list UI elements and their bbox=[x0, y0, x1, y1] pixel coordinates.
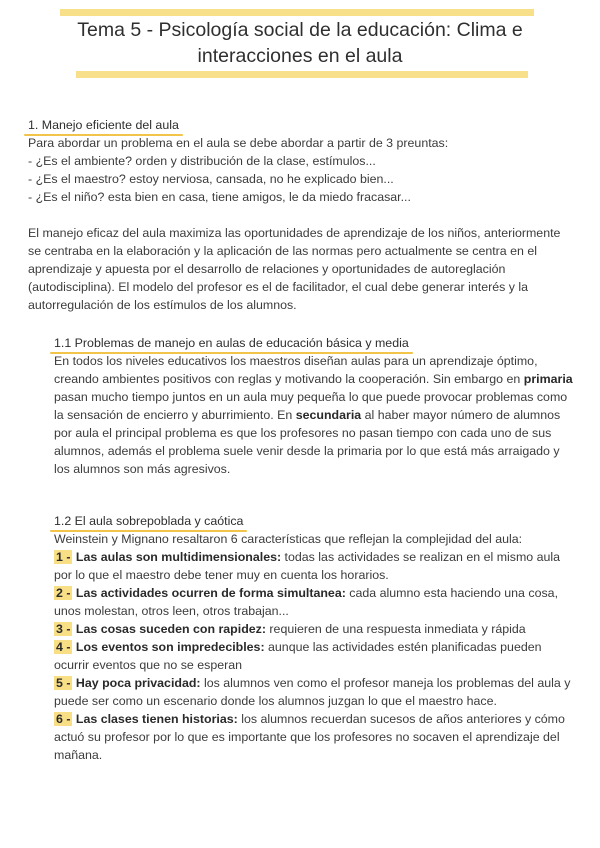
section-1 bbox=[28, 116, 574, 134]
subsection-heading: 1.2 El aula sobrepoblada y caótica bbox=[54, 514, 244, 528]
section-heading: 1. Manejo eficiente del aula bbox=[28, 116, 179, 134]
document-body bbox=[28, 116, 574, 764]
title-highlight-top bbox=[60, 9, 534, 16]
list-item: 2 - Las actividades ocurren de forma simultanea: cada alumno esta haciendo una cosa, unos molestan, otros leen, otros trabajan... bbox=[54, 586, 559, 618]
list-item: 1 - Las aulas son multidimensionales: todas las actividades se realizan en el mismo aula por lo que el maestro debe tener muy en cuenta los horarios. bbox=[54, 550, 561, 582]
question-item: - ¿Es el niño? esta bien en casa, tiene amigos, le da miedo fracasar... bbox=[28, 190, 411, 204]
section-1-2 bbox=[28, 512, 574, 764]
section-1-2-intro: Weinstein y Mignano resaltaron 6 características que reflejan la complejidad del aula: bbox=[54, 532, 523, 546]
list-item: 5 - Hay poca privacidad: los alumnos ven como el profesor maneja los problemas del aula y puede ser como un escenario donde los alumnos juzgan lo que el maestro hace. bbox=[54, 676, 571, 708]
section-1-intro: Para abordar un problema en el aula se debe abordar a partir de 3 preuntas: bbox=[28, 136, 449, 150]
subsection-heading: 1.1 Problemas de manejo en aulas de educación básica y media bbox=[54, 336, 409, 350]
page-title: Tema 5 - Psicología social de la educación: Clima e interacciones en el aula bbox=[77, 19, 523, 67]
question-item: - ¿Es el ambiente? orden y distribución de la clase, estímulos... bbox=[28, 154, 376, 168]
section-1-paragraph: El manejo eficaz del aula maximiza las oportunidades de aprendizaje de los niños, anteriormente se centraba en la elaboración y la aplicación de las normas pero actualmente se centra en el aprendizaje y apuesta por el desarrollo de relaciones y oportunidades de autoreglación (autodisciplina). El modelo del profesor es el de facilitador, el cual debe generar interés y la autorregulación de los estímulos de los alumnos. bbox=[28, 226, 561, 312]
section-1-1-paragraph: En todos los niveles educativos los maestros diseñan aulas para un aprendizaje óptimo, creando ambientes positivos con reglas y motivando la cooperación. Sin embargo en primaria pasan mucho tiempo juntos en un aula muy pequeña lo que puede provocar problemas como la sensación de encierro y aburrimiento. En secundaria al haber mayor número de alumnos por aula el principal problema es que los profesores no pasan tiempo con cada uno de sus alumnos, además el problema suele venir desde la primaria por lo que está más arraigado y los alumnos son más agresivos. bbox=[54, 354, 573, 476]
section-1-1 bbox=[28, 334, 574, 478]
question-item: - ¿Es el maestro? estoy nerviosa, cansada, no he explicado bien... bbox=[28, 172, 394, 186]
list-item: 6 - Las clases tienen historias: los alumnos recuerdan sucesos de años anteriores y cómo actuó su profesor por lo que es importante que los profesores no socaven el aprendizaje del mañana. bbox=[54, 712, 565, 762]
list-item: 3 - Las cosas suceden con rapidez: requieren de una respuesta inmediata y rápida bbox=[56, 622, 526, 636]
title-highlight-bottom bbox=[76, 71, 528, 78]
list-item: 4 - Los eventos son impredecibles: aunque las actividades estén planificadas pueden ocurrir eventos que no se esperan bbox=[54, 640, 542, 672]
